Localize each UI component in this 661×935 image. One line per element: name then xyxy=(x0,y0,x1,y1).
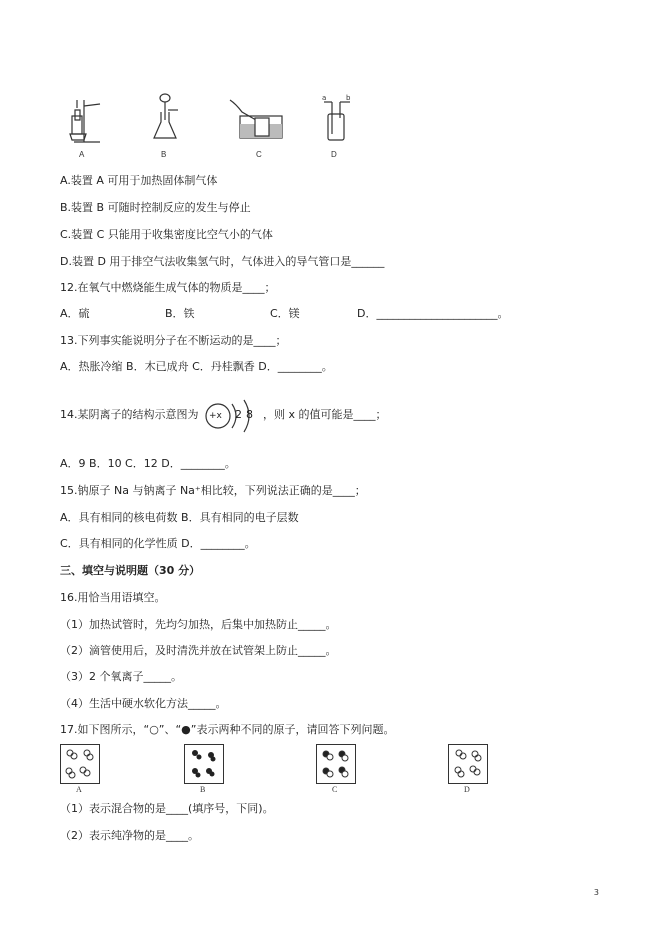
q12-option-d: D．______________________。 xyxy=(357,307,509,320)
apparatus-label-d: D xyxy=(331,150,337,159)
q11-option-b: B.装置 B 可随时控制反应的发生与停止 xyxy=(60,201,251,214)
svg-text:b: b xyxy=(346,94,351,102)
q12-option-c: C．镁 xyxy=(270,307,300,320)
molecule-box-c xyxy=(316,744,356,784)
q15-stem: 15.钠原子 Na 与钠离子 Na⁺相比较，下列说法正确的是____； xyxy=(60,484,366,497)
mixed-atoms-icon xyxy=(317,745,355,783)
q13-stem: 13.下列事实能说明分子在不断运动的是____； xyxy=(60,334,287,347)
q12-option-b: B．铁 xyxy=(165,307,195,320)
q12-stem: 12.在氧气中燃烧能生成气体的物质是____； xyxy=(60,281,276,294)
q14-stem-before: 14.某阴离子的结构示意图为 xyxy=(60,408,199,421)
molecule-box-d xyxy=(448,744,488,784)
molecule-label-a: A xyxy=(76,785,82,794)
mixture-molecules-icon xyxy=(61,745,99,783)
q17-item-1: （1）表示混合物的是____(填序号，下同)。 xyxy=(60,802,274,815)
molecule-label-c: C xyxy=(332,785,338,794)
ion-shell1-electrons: 2 xyxy=(235,408,242,421)
q17-stem: 17.如下图所示，“○”、“●”表示两种不同的原子，请回答下列问题。 xyxy=(60,723,395,736)
apparatus-a-icon xyxy=(70,100,100,142)
q13-options: A．热胀冷缩 B．木已成舟 C．丹桂飘香 D．________。 xyxy=(60,360,333,373)
svg-text:a: a xyxy=(322,94,327,102)
q16-item-1: （1）加热试管时，先均匀加热，后集中加热防止_____。 xyxy=(60,618,337,631)
q16-stem: 16.用恰当用语填空。 xyxy=(60,591,166,604)
q15-options-line1: A．具有相同的核电荷数 B．具有相同的电子层数 xyxy=(60,511,299,524)
ion-nucleus-label: +x xyxy=(209,411,222,421)
q11-option-a: A.装置 A 可用于加热固体制气体 xyxy=(60,174,218,187)
apparatus-c-icon xyxy=(230,100,282,138)
apparatus-label-c: C xyxy=(256,150,262,159)
q12-option-a: A．硫 xyxy=(60,307,90,320)
q16-item-3: （3）2 个氧离子_____。 xyxy=(60,670,182,683)
q14-options: A．9 B．10 C．12 D．________。 xyxy=(60,457,236,470)
element-molecules-icon xyxy=(449,745,487,783)
q14-stem-after: ，则 x 的值可能是____； xyxy=(263,408,387,421)
molecule-box-a xyxy=(60,744,100,784)
apparatus-label-a: A xyxy=(79,150,85,159)
apparatus-figure xyxy=(60,90,360,152)
apparatus-d-icon xyxy=(322,94,351,140)
q15-options-line2: C．具有相同的化学性质 D．________。 xyxy=(60,537,256,550)
q16-item-2: （2）滴管使用后，及时清洗并放在试管架上防止_____。 xyxy=(60,644,337,657)
q11-option-c: C.装置 C 只能用于收集密度比空气小的气体 xyxy=(60,228,273,241)
q16-item-4: （4）生活中硬水软化方法_____。 xyxy=(60,697,227,710)
molecule-label-d: D xyxy=(464,785,470,794)
q17-item-2: （2）表示纯净物的是____。 xyxy=(60,829,199,842)
molecule-label-b: B xyxy=(200,785,206,794)
molecule-box-b xyxy=(184,744,224,784)
apparatus-label-b: B xyxy=(161,150,167,159)
section-heading: 三、填空与说明题（30 分） xyxy=(60,564,201,577)
compound-molecules-icon xyxy=(185,745,223,783)
page-number: 3 xyxy=(593,888,599,897)
ion-shell2-electrons: 8 xyxy=(246,408,253,421)
apparatus-b-icon xyxy=(154,94,178,138)
q11-option-d: D.装置 D 用于排空气法收集氢气时，气体进入的导气管口是______ xyxy=(60,255,385,268)
